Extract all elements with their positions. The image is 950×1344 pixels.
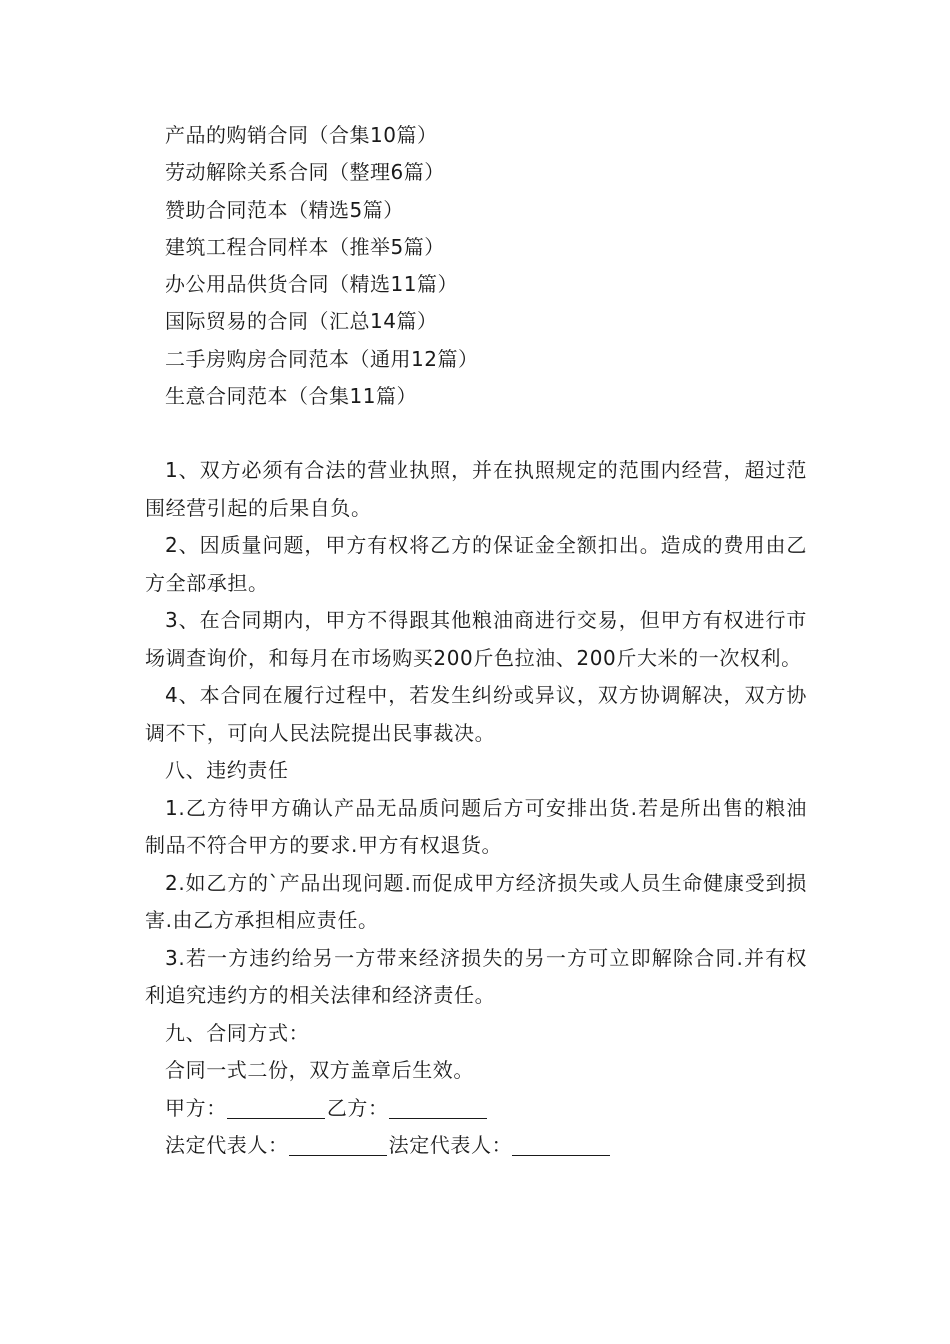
list-item: 二手房购房合同范本（通用12篇） <box>165 346 479 371</box>
party-b-label: 乙方： <box>326 1095 389 1120</box>
representative-signature-line <box>145 1127 807 1165</box>
rep-b-blank <box>512 1133 610 1156</box>
rep-a-blank <box>289 1133 387 1156</box>
list-item: 办公用品供货合同（精选11篇） <box>165 272 458 297</box>
party-b-blank <box>389 1096 487 1119</box>
party-a-blank <box>227 1096 325 1119</box>
rep-b-label: 法定代表人： <box>388 1133 513 1157</box>
contract-body <box>145 452 807 1165</box>
clause-1: 1、双方必须有合法的营业执照，并在执照规定的范围内经营，超过范围经营引起的后果自负。 <box>145 458 807 520</box>
section-8-heading: 八、违约责任 <box>165 758 289 782</box>
breach-item-1: 1.乙方待甲方确认产品无品质问题后方可安排出货.若是所出售的粮油制品不符合甲方的要求.甲方有权退货。 <box>145 795 807 857</box>
section-9-text: 合同一式二份，双方盖章后生效。 <box>165 1058 474 1082</box>
list-item: 国际贸易的合同（汇总14篇） <box>165 309 438 334</box>
list-item: 产品的购销合同（合集10篇） <box>165 123 438 147</box>
clause-2: 2、因质量问题，甲方有权将乙方的保证金全额扣出。造成的费用由乙方全部承担。 <box>145 533 807 595</box>
section-9-heading: 九、合同方式： <box>165 1020 310 1045</box>
list-item: 生意合同范本（合集11篇） <box>165 384 417 409</box>
breach-item-2: 2.如乙方的`产品出现问题.而促成甲方经济损失或人员生命健康受到损害.由乙方承担相应责任。 <box>145 870 807 932</box>
related-contracts-list <box>165 117 478 415</box>
clause-4: 4、本合同在履行过程中，若发生纠纷或异议，双方协调解决，双方协调不下，可向人民法院提出民事裁决。 <box>145 683 807 745</box>
list-item: 建筑工程合同样本（推举5篇） <box>165 234 445 259</box>
party-signature-line <box>145 1090 807 1128</box>
clause-3: 3、在合同期内，甲方不得跟其他粮油商进行交易，但甲方有权进行市场调查询价，和每月在市场购买200斤色拉油、200斤大米的一次权利。 <box>145 608 807 670</box>
list-item: 劳动解除关系合同（整理6篇） <box>165 160 445 185</box>
rep-a-label: 法定代表人： <box>165 1133 289 1157</box>
list-item: 赞助合同范本（精选5篇） <box>165 197 404 222</box>
party-a-label: 甲方： <box>165 1095 227 1120</box>
breach-item-3: 3.若一方违约给另一方带来经济损失的另一方可立即解除合同.并有权利追究违约方的相关法律和经济责任。 <box>145 945 807 1007</box>
